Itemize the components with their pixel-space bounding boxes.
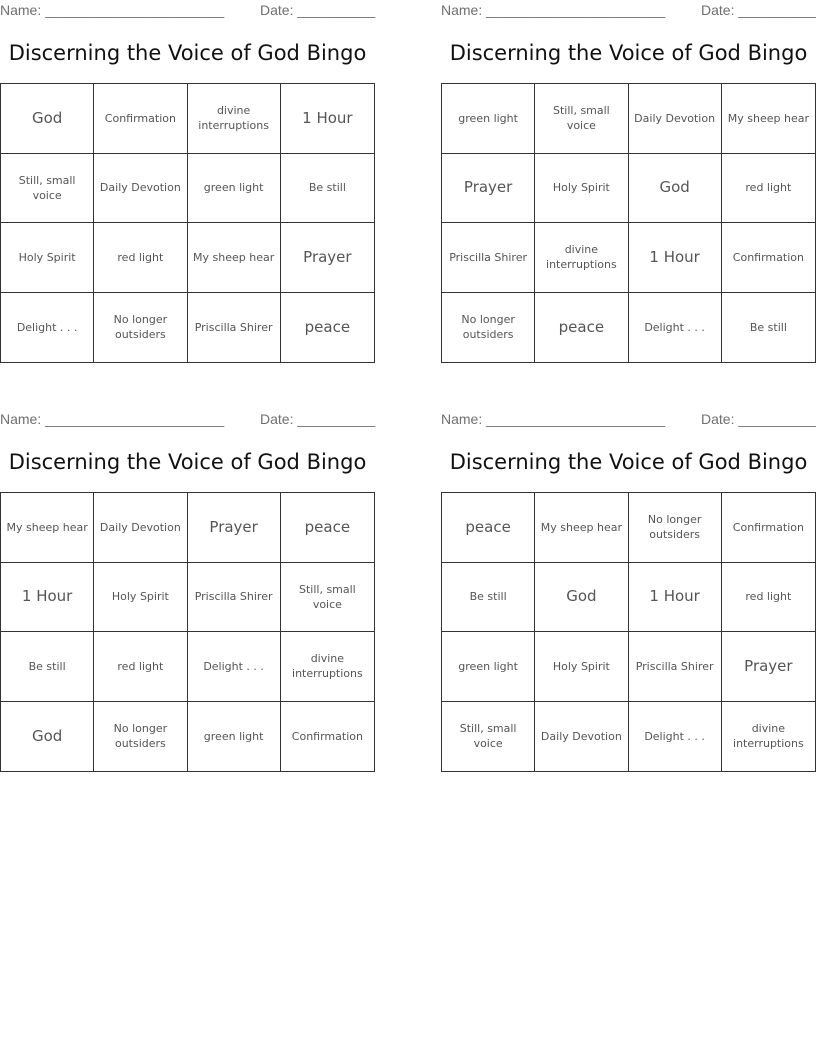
card-title: Discerning the Voice of God Bingo bbox=[8, 41, 367, 65]
bingo-cell[interactable]: divine interruptions bbox=[281, 632, 374, 702]
bingo-cell[interactable]: Still, small voice bbox=[535, 84, 628, 154]
bingo-cell[interactable]: Daily Devotion bbox=[629, 84, 722, 154]
bingo-cell[interactable]: green light bbox=[188, 702, 281, 772]
bingo-card-2 bbox=[441, 0, 816, 375]
card-title: Discerning the Voice of God Bingo bbox=[8, 450, 367, 474]
bingo-cell[interactable]: Priscilla Shirer bbox=[188, 563, 281, 633]
bingo-cell[interactable]: Prayer bbox=[188, 493, 281, 563]
bingo-cell[interactable]: red light bbox=[722, 154, 815, 224]
bingo-cell[interactable]: Be still bbox=[281, 154, 374, 224]
bingo-cell[interactable]: Delight . . . bbox=[1, 293, 94, 363]
bingo-cell[interactable]: Holy Spirit bbox=[94, 563, 187, 633]
bingo-grid bbox=[441, 83, 816, 363]
bingo-cell[interactable]: Still, small voice bbox=[281, 563, 374, 633]
name-field[interactable]: Name: _______________________ bbox=[0, 2, 225, 18]
bingo-cell[interactable]: Be still bbox=[749, 320, 787, 334]
bingo-cell[interactable]: My sheep hear bbox=[722, 84, 815, 154]
bingo-cell[interactable]: 1 Hour bbox=[629, 563, 722, 633]
bingo-cell[interactable]: God bbox=[1, 84, 94, 154]
bingo-cell[interactable]: Priscilla Shirer bbox=[629, 632, 722, 702]
bingo-cell[interactable]: Still, small voice bbox=[442, 702, 535, 772]
bingo-cell[interactable]: My sheep hear bbox=[535, 493, 628, 563]
name-date-row bbox=[0, 411, 375, 427]
bingo-cell[interactable]: divine interruptions bbox=[535, 223, 628, 293]
bingo-cell[interactable]: God bbox=[535, 563, 628, 633]
name-date-row bbox=[441, 411, 816, 427]
card-title: Discerning the Voice of God Bingo bbox=[449, 450, 808, 474]
bingo-cell[interactable]: Confirmation bbox=[291, 729, 363, 743]
bingo-cell[interactable]: Daily Devotion bbox=[94, 154, 187, 224]
bingo-cell[interactable]: red light bbox=[722, 563, 815, 633]
bingo-cell[interactable]: Daily Devotion bbox=[94, 493, 187, 563]
bingo-cell[interactable]: No longer outsiders bbox=[442, 293, 535, 363]
bingo-cell[interactable]: Prayer bbox=[281, 223, 374, 293]
bingo-cell[interactable]: peace bbox=[281, 493, 374, 563]
bingo-cell[interactable]: Prayer bbox=[442, 154, 535, 224]
bingo-cell[interactable]: My sheep hear bbox=[1, 493, 94, 563]
bingo-cell[interactable]: Holy Spirit bbox=[1, 223, 94, 293]
bingo-cell[interactable]: peace bbox=[304, 317, 351, 336]
bingo-cell[interactable]: My sheep hear bbox=[188, 223, 281, 293]
date-field[interactable]: Date: __________ bbox=[701, 411, 816, 427]
bingo-cell[interactable]: Daily Devotion bbox=[535, 702, 628, 772]
bingo-cell[interactable]: Holy Spirit bbox=[535, 632, 628, 702]
bingo-cell[interactable]: Confirmation bbox=[722, 493, 815, 563]
bingo-cell[interactable]: Prayer bbox=[722, 632, 815, 702]
date-field[interactable]: Date: __________ bbox=[701, 2, 816, 18]
bingo-cell[interactable]: No longer outsiders bbox=[629, 493, 722, 563]
bingo-cell[interactable]: Be still bbox=[442, 563, 535, 633]
name-field[interactable]: Name: _______________________ bbox=[441, 2, 666, 18]
name-date-row bbox=[0, 2, 375, 18]
bingo-cell[interactable]: peace bbox=[442, 493, 535, 563]
bingo-cell[interactable]: red light bbox=[94, 632, 187, 702]
bingo-grid bbox=[0, 492, 375, 772]
bingo-cell[interactable]: green light bbox=[442, 84, 535, 154]
bingo-cell[interactable]: Delight . . . bbox=[629, 293, 722, 363]
bingo-cell[interactable]: God bbox=[1, 702, 94, 772]
bingo-cell[interactable]: 1 Hour bbox=[629, 223, 722, 293]
bingo-cell[interactable]: No longer outsiders bbox=[94, 702, 187, 772]
name-field[interactable]: Name: _______________________ bbox=[0, 411, 225, 427]
bingo-card-1 bbox=[0, 0, 375, 375]
bingo-cell[interactable]: divine interruptions bbox=[733, 722, 804, 751]
bingo-grid bbox=[0, 83, 375, 363]
bingo-cell[interactable]: No longer outsiders bbox=[94, 293, 187, 363]
bingo-cell[interactable]: red light bbox=[94, 223, 187, 293]
bingo-cell[interactable]: Be still bbox=[1, 632, 94, 702]
bingo-cell[interactable]: Delight . . . bbox=[188, 632, 281, 702]
date-field[interactable]: Date: __________ bbox=[260, 411, 376, 427]
bingo-cell[interactable]: green light bbox=[442, 632, 535, 702]
bingo-cell[interactable]: Confirmation bbox=[94, 84, 187, 154]
bingo-cell[interactable]: divine interruptions bbox=[188, 84, 281, 154]
bingo-cell[interactable]: Confirmation bbox=[722, 223, 815, 293]
bingo-cell[interactable]: green light bbox=[188, 154, 281, 224]
bingo-cell[interactable]: Delight . . . bbox=[629, 702, 722, 772]
bingo-cell[interactable]: Priscilla Shirer bbox=[188, 293, 281, 363]
bingo-cell[interactable]: 1 Hour bbox=[281, 84, 374, 154]
bingo-cell[interactable]: 1 Hour bbox=[1, 563, 94, 633]
bingo-card-4 bbox=[441, 409, 816, 784]
bingo-grid bbox=[441, 492, 816, 772]
date-field[interactable]: Date: __________ bbox=[260, 2, 376, 18]
bingo-cell[interactable]: Priscilla Shirer bbox=[442, 223, 535, 293]
card-title: Discerning the Voice of God Bingo bbox=[449, 41, 808, 65]
bingo-cell[interactable]: God bbox=[629, 154, 722, 224]
bingo-cell[interactable]: peace bbox=[535, 293, 628, 363]
bingo-card-3 bbox=[0, 409, 375, 784]
bingo-cell[interactable]: Still, small voice bbox=[1, 154, 94, 224]
name-field[interactable]: Name: _______________________ bbox=[441, 411, 666, 427]
bingo-cell[interactable]: Holy Spirit bbox=[535, 154, 628, 224]
name-date-row bbox=[441, 2, 816, 18]
